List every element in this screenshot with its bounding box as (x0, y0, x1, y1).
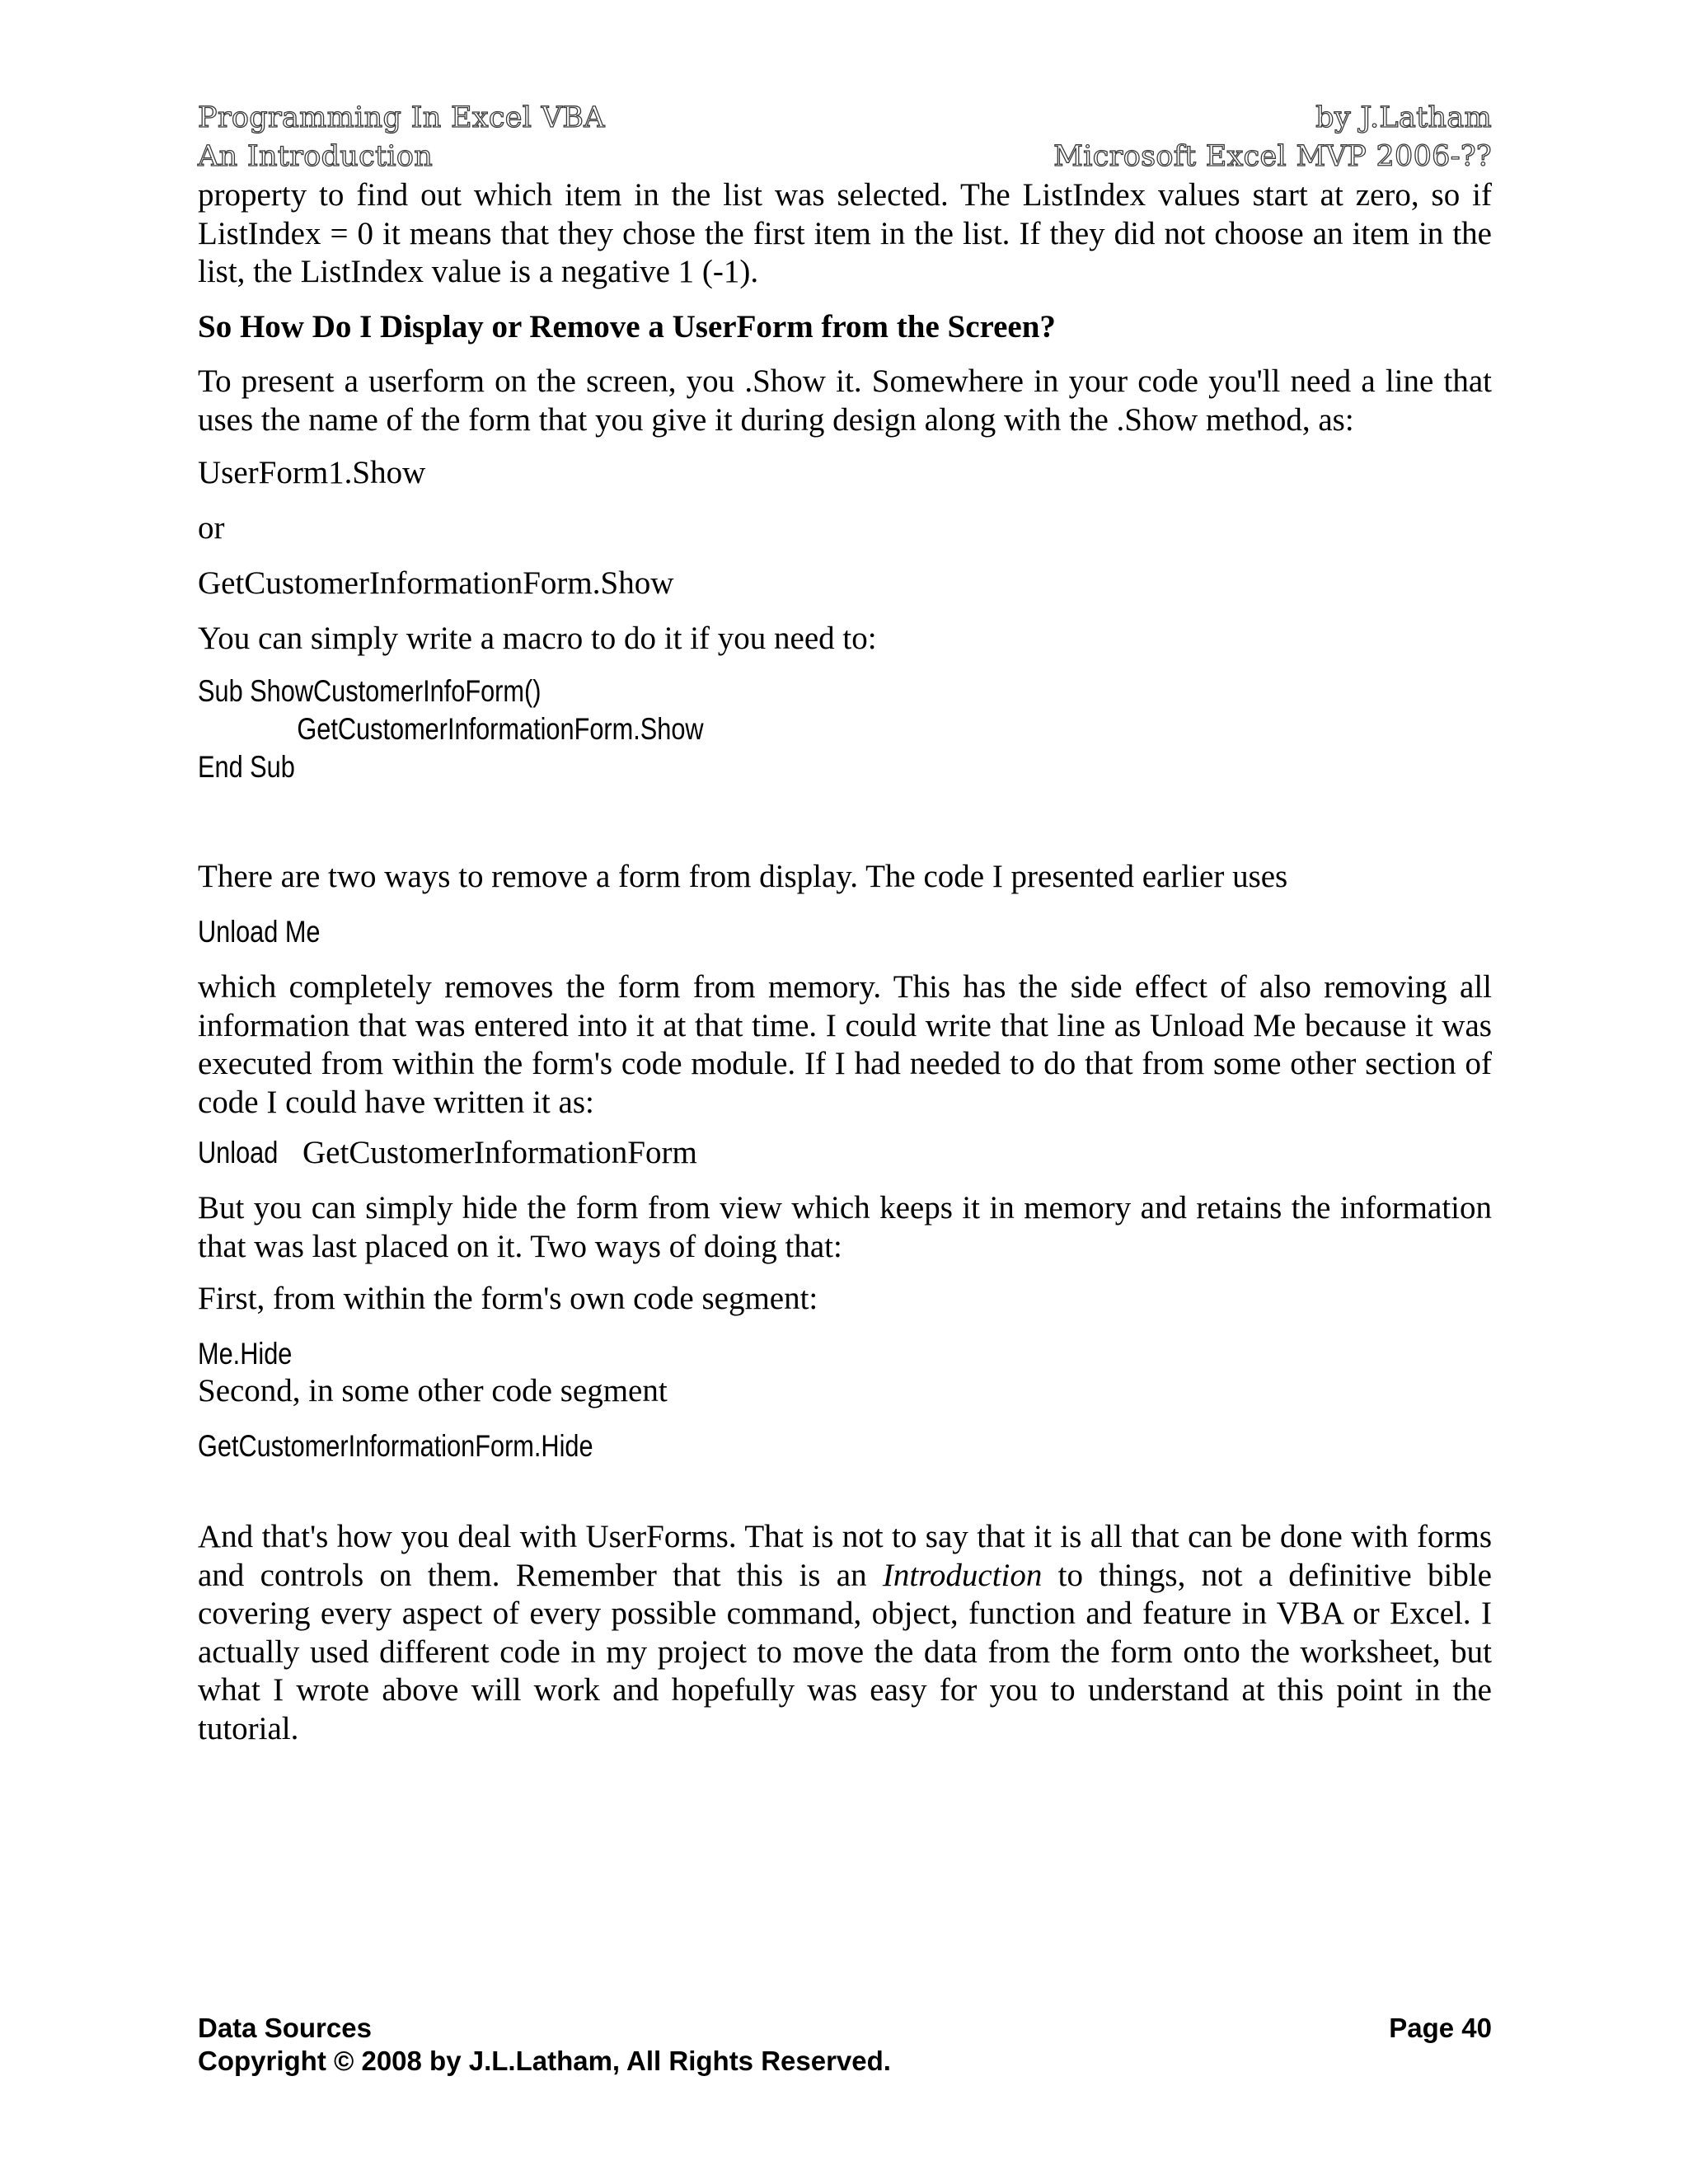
paragraph-first-way: First, from within the form's own code segment: (198, 1281, 818, 1316)
running-header-bottom (198, 138, 1492, 176)
paragraph-macro: You can simply write a macro to do it if you need to: (198, 621, 877, 656)
footer-copyright: Copyright © 2008 by J.L.Latham, All Rights Reserved. (198, 2046, 891, 2076)
conclusion-text-start: And that's how you deal with UserForms. That is not to say that it is all that can be done with forms and controls on them. Remember that this is an (198, 1519, 1492, 1593)
code-sub-declaration: Sub ShowCustomerInfoForm() (198, 674, 542, 708)
paragraph-second-way: Second, in some other code segment (198, 1373, 668, 1408)
conclusion-emphasis: Introduction (882, 1557, 1043, 1593)
paragraph-two-ways: There are two ways to remove a form from display. The code I presented earlier uses (198, 859, 1288, 894)
code-end-sub: End Sub (198, 750, 295, 784)
conclusion-text-end: to things, not a definitive bible covering every aspect of every possible command, object, function and feature in VBA or Excel. I actually used different code in my project to move the data from the form onto the worksheet, but what I wrote above will work and hopefully was easy for you to understand at this point in the tutorial. (198, 1557, 1492, 1746)
footer-top-line (198, 2012, 1492, 2045)
section-heading: So How Do I Display or Remove a UserForm from the Screen? (198, 309, 1056, 344)
document-subtitle: An Introduction (198, 140, 434, 173)
page-number: Page 40 (1389, 2013, 1492, 2043)
running-header-top (198, 99, 1492, 137)
paragraph-present-form: To present a userform on the screen, you .Show it. Somewhere in your code you'll need a line that uses the name of the form that you give it during design along with the .Show method, as: (198, 363, 1492, 438)
code-form-hide: GetCustomerInformationForm.Hide (198, 1429, 593, 1463)
code-unload-keyword: Unload (198, 1136, 279, 1169)
example-customer-form-show: GetCustomerInformationForm.Show (198, 565, 674, 601)
code-show-call: GetCustomerInformationForm.Show (297, 712, 704, 746)
code-unload-form-line (198, 1134, 1492, 1173)
document-title: Programming In Excel VBA (198, 101, 605, 134)
code-block-show-macro (198, 673, 1272, 786)
paragraph-hide-form: But you can simply hide the form from view which keeps it in memory and retains the information that was last placed on it. Two ways of doing that: (198, 1190, 1492, 1264)
footer-section-name: Data Sources (198, 2013, 372, 2043)
author-name: by J.Latham (1315, 101, 1492, 134)
example-userform1-show: UserForm1.Show (198, 455, 426, 490)
code-unload-me: Unload Me (198, 915, 321, 949)
code-me-hide: Me.Hide (198, 1337, 293, 1371)
code-unload-target: GetCustomerInformationForm (302, 1135, 697, 1170)
paragraph-unload-explained: which completely removes the form from memory. This has the side effect of also removing all information that was entered into it at that time. I could write that line as Unload Me because it was executed from within the form's code module. If I had needed to do that from some other section of code I could have written it as: (198, 969, 1492, 1120)
or-text: or (198, 510, 225, 546)
paragraph-listindex: property to find out which item in the list was selected. The ListIndex values start at zero, so if ListIndex = 0 it means that they chose the first item in the list. If they did not choose an item in the list, the ListIndex value is a negative 1 (-1). (198, 177, 1492, 289)
author-credential: Microsoft Excel MVP 2006-?? (1053, 140, 1492, 173)
paragraph-conclusion (198, 1518, 1492, 1748)
